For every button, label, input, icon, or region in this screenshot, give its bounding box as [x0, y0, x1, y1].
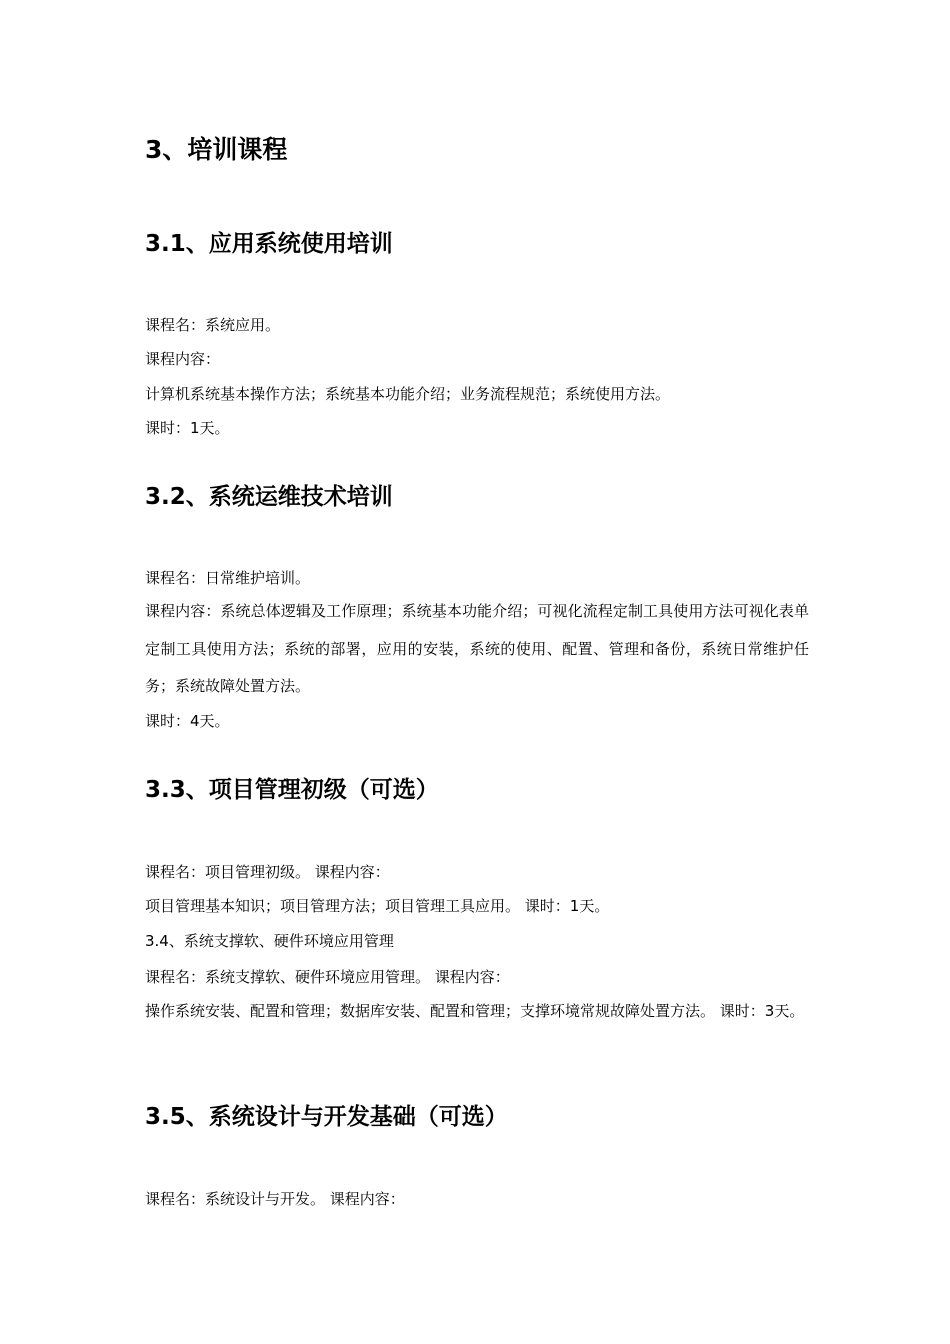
- course-content-3-2: 课程内容：系统总体逻辑及工作原理；系统基本功能介绍；可视化流程定制工具使用方法可视化表单定制工具使用方法；系统的部署，应用的安装，系统的使用、配置、管理和备份，系统日常维护任务；系统故障处置方法。: [145, 602, 809, 695]
- section-heading-training-courses: 3、培训课程: [145, 135, 288, 164]
- course-content-3-1: 计算机系统基本操作方法；系统基本功能介绍；业务流程规范；系统使用方法。: [145, 385, 671, 403]
- course-hours-3-2: 课时：4天。: [145, 712, 230, 730]
- course-line-3-5-a: 课程名：系统设计与开发。 课程内容：: [145, 1190, 405, 1208]
- course-line-3-3-b: 项目管理基本知识；项目管理方法；项目管理工具应用。 课时：1天。: [145, 897, 610, 915]
- heading-3-4: 3.4、系统支撑软、硬件环境应用管理: [145, 932, 394, 950]
- course-hours-3-1: 课时：1天。: [145, 419, 230, 437]
- heading-3-3: 3.3、项目管理初级（可选）: [145, 777, 439, 803]
- document-page: [145, 0, 815, 1344]
- heading-3-5: 3.5、系统设计与开发基础（可选）: [145, 1104, 508, 1130]
- heading-3-1: 3.1、应用系统使用培训: [145, 231, 393, 257]
- course-line-3-3-a: 课程名：项目管理初级。 课程内容：: [145, 863, 390, 881]
- course-name-3-1: 课程名：系统应用。: [145, 316, 281, 334]
- heading-3-2: 3.2、系统运维技术培训: [145, 484, 393, 510]
- course-content-3-4: 操作系统安装、配置和管理；数据库安装、配置和管理；支撑环境常规故障处置方法。 课时：3天。: [145, 1002, 805, 1020]
- course-content-label-3-1: 课程内容：: [145, 350, 221, 368]
- course-line-3-4-a: 课程名：系统支撑软、硬件环境应用管理。 课程内容：: [145, 968, 510, 986]
- course-name-3-2: 课程名：日常维护培训。: [145, 569, 311, 587]
